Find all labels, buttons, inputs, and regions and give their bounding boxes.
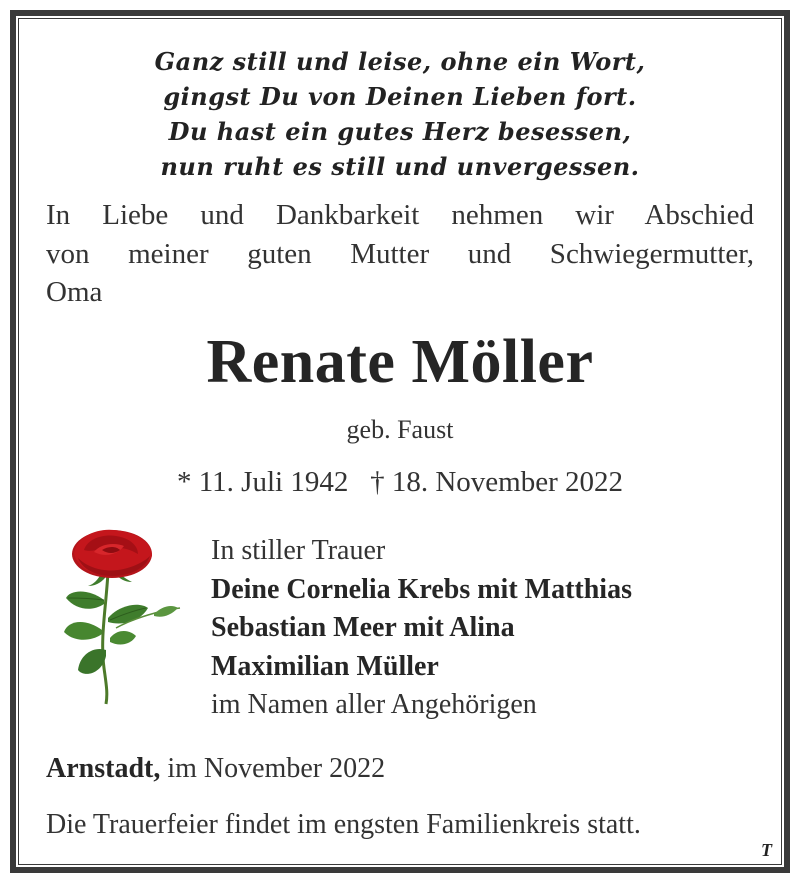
mourner-name: Deine Cornelia Krebs mit Matthias	[211, 573, 632, 605]
funeral-note: Die Trauerfeier findet im engsten Familienkreis statt.	[46, 809, 641, 840]
mourners-outro: im Namen aller Angehörigen	[211, 689, 537, 720]
intro-text	[46, 196, 754, 312]
mourners-block	[211, 532, 771, 725]
intro-line: von meiner guten Mutter und Schwiegermutter,	[46, 237, 754, 270]
mourners-intro: In stiller Trauer	[211, 535, 386, 566]
place-month: im November 2022	[160, 753, 386, 784]
deceased-name: Renate Möller	[206, 328, 594, 396]
life-dates: * 11. Juli 1942 † 18. November 2022	[177, 466, 623, 498]
poem-line: Du hast ein gutes Herz besessen,	[168, 117, 632, 146]
place-city: Arnstadt,	[46, 753, 161, 784]
publisher-signature: T	[761, 840, 772, 860]
poem	[0, 44, 800, 184]
poem-line: Ganz still und leise, ohne ein Wort,	[154, 47, 646, 76]
mourner-name: Sebastian Meer mit Alina	[211, 612, 515, 643]
place-date	[46, 750, 385, 788]
birth-name: geb. Faust	[346, 415, 454, 444]
intro-line: In Liebe und Dankbarkeit nehmen wir Abschied	[46, 199, 754, 231]
poem-line: gingst Du von Deinen Lieben fort.	[163, 82, 637, 111]
red-rose-icon	[58, 528, 188, 708]
poem-line: nun ruht es still und unvergessen.	[160, 152, 640, 181]
intro-line: Oma	[46, 276, 103, 308]
mourner-name: Maximilian Müller	[211, 650, 439, 682]
